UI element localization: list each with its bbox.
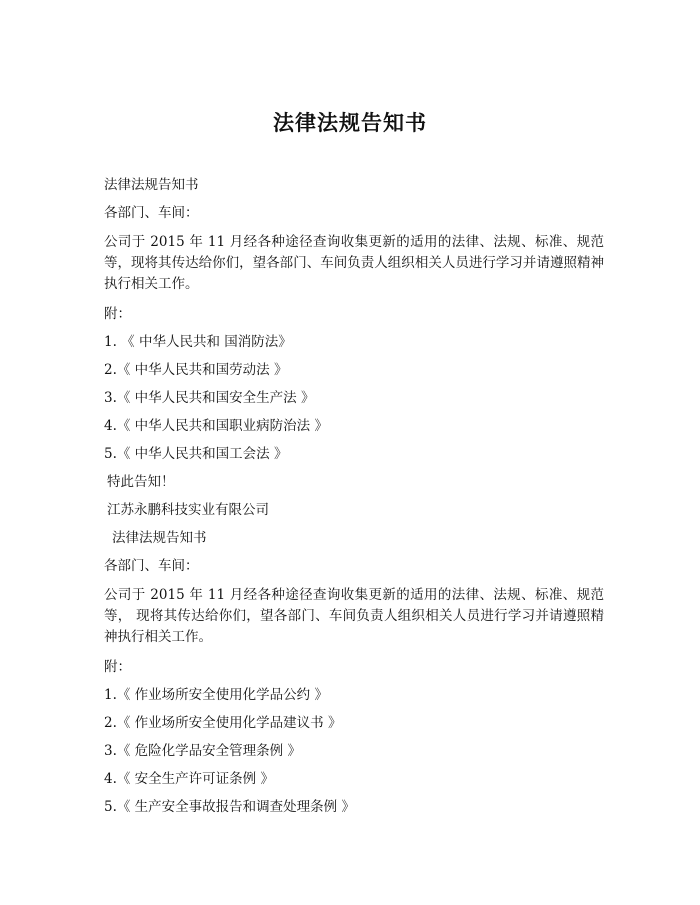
section1-list-item: 4.《 中华人民共和国职业病防治法 》: [104, 418, 328, 434]
section1-closing: 特此告知！: [107, 474, 175, 490]
document-body: [104, 176, 604, 826]
section1-company: 江苏永鹏科技实业有限公司: [107, 502, 269, 518]
section1-salutation: 各部门、车间：: [104, 205, 199, 221]
section2-list-item: 3.《 危险化学品安全管理条例 》: [104, 743, 301, 759]
section2-list-item: 2.《 作业场所安全使用化学品建议书 》: [104, 715, 342, 731]
section2-heading: 法律法规告知书: [112, 530, 207, 546]
section1-list-item: 2.《 中华人民共和国劳动法 》: [104, 362, 288, 378]
section2-attachment-label: 附：: [104, 659, 131, 675]
section2-list-item: 4.《 安全生产许可证条例 》: [104, 771, 274, 787]
section1-list-item: 3.《 中华人民共和国安全生产法 》: [104, 390, 315, 406]
section1-heading: 法律法规告知书: [104, 177, 199, 193]
section1-attachment-label: 附：: [104, 306, 131, 322]
document-title: 法律法规告知书: [273, 110, 427, 135]
section2-list-item: 1.《 作业场所安全使用化学品公约 》: [104, 687, 328, 703]
section1-body-paragraph: 公司于 2015 年 11 月经各种途径查询收集更新的适用的法律、法规、标准、规范等，现将其传达给你们，望各部门、车间负责人组织相关人员进行学习并请遵照精神执行相关工作。: [104, 234, 604, 292]
section2-list-item: 5.《 生产安全事故报告和调查处理条例 》: [104, 799, 355, 815]
section2-body-paragraph: 公司于 2015 年 11 月经各种途径查询收集更新的适用的法律、法规、标准、规范等， 现将其传达给你们，望各部门、车间负责人组织相关人员进行学习并请遵照精神执行相关工作。: [104, 587, 604, 645]
section1-list-item: 1. 《 中华人民共和 国消防法》: [104, 334, 292, 350]
section1-list-item: 5.《 中华人民共和国工会法 》: [104, 446, 288, 462]
section2-salutation: 各部门、车间：: [104, 558, 199, 574]
